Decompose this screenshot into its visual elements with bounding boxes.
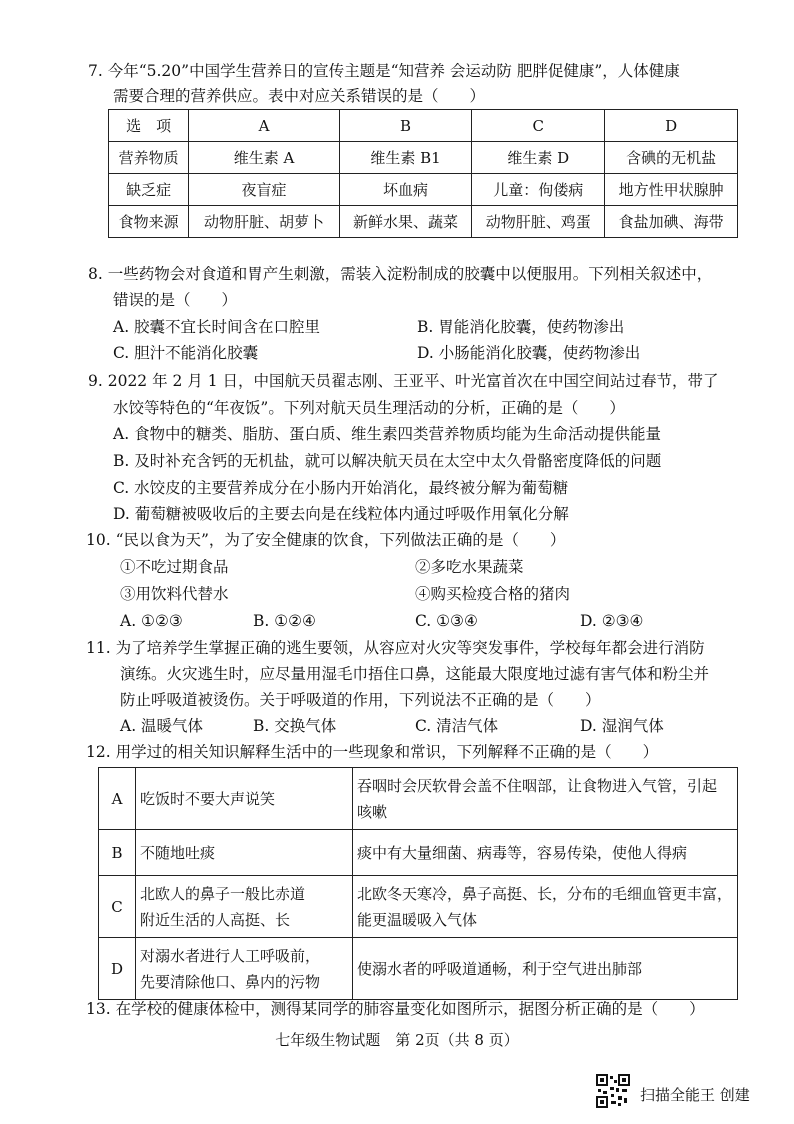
explanation-line: 咳嗽 (357, 802, 388, 821)
q10-option-d: D. ②③④ (580, 612, 644, 630)
table-header-cell: C (472, 110, 605, 142)
q8-option-c: C. 胆汁不能消化胶囊 (113, 344, 259, 362)
q13-line1: 13. 在学校的健康体检中，测得某同学的肺容量变化如图所示，据图分析正确的是（ ） (86, 1000, 705, 1018)
table-cell: 动物肝脏、鸡蛋 (472, 206, 605, 238)
table-row (99, 768, 738, 830)
q8-line2: 错误的是（ ） (113, 291, 238, 309)
table-cell: 食物来源 (109, 206, 189, 238)
q10-option-c: C. ①③④ (415, 612, 478, 630)
table-row (99, 830, 738, 876)
q7-line2: 需要合理的营养供应。表中对应关系错误的是（ ） (113, 87, 486, 105)
q10-line1: 10. “民以食为天”，为了安全健康的饮食，下列做法正确的是（ ） (86, 531, 566, 549)
q8-option-b: B. 胃能消化胶囊，使药物渗出 (417, 318, 625, 336)
phenomenon-line: 先要清除他口、鼻内的污物 (140, 972, 321, 991)
phenomenon-line: 附近生活的人高挺、长 (140, 910, 291, 929)
q7-line1: 7. 今年“5.20”中国学生营养日的宣传主题是“知营养 会运动防 肥胖促健康”，人体健康 (88, 62, 680, 80)
table-row (109, 206, 738, 238)
table-row (109, 110, 738, 142)
table-cell: 维生素 B1 (339, 142, 472, 174)
q11-option-c: C. 清洁气体 (415, 717, 499, 735)
table-cell-explanation: 痰中有大量细菌、病毒等，容易传染，使他人得病 (353, 830, 738, 876)
table-header-cell: D (605, 110, 738, 142)
q11-line2: 演练。火灾逃生时，应尽量用湿毛巾捂住口鼻，这能最大限度地过滤有害气体和粉尘并 (120, 665, 710, 683)
q9-option-a: A. 食物中的糖类、脂肪、蛋白质、维生素四类营养物质均能为生命活动提供能量 (113, 425, 662, 443)
q8-line1: 8. 一些药物会对食道和胃产生刺激，需装入淀粉制成的胶囊中以便服用。下列相关叙述中， (88, 265, 713, 283)
q9-line1: 9. 2022 年 2 月 1 日，中国航天员翟志刚、王亚平、叶光富首次在中国空间站过春节，带了 (88, 372, 719, 390)
table-cell-explanation: 使溺水者的呼吸道通畅，利于空气进出肺部 (353, 938, 738, 1000)
table-cell: 食盐加碘、海带 (605, 206, 738, 238)
q10-statement-3: ③用饮料代替水 (120, 585, 229, 603)
table-row (99, 938, 738, 1000)
q12-line1: 12. 用学过的相关知识解释生活中的一些现象和常识，下列解释不正确的是（ ） (86, 743, 659, 761)
table-cell-phenomenon (136, 876, 353, 938)
table-cell-phenomenon: 吃饭时不要大声说笑 (136, 768, 353, 830)
q10-statement-4: ④购买检疫合格的猪肉 (415, 585, 571, 603)
table-cell: 动物肝脏、胡萝卜 (189, 206, 339, 238)
table-row (99, 876, 738, 938)
qr-code-icon (596, 1074, 630, 1108)
q8-option-d: D. 小肠能消化胶囊，使药物渗出 (417, 344, 641, 362)
q12-table (98, 767, 738, 1000)
table-row (109, 142, 738, 174)
table-cell: 维生素 A (189, 142, 339, 174)
table-row (109, 174, 738, 206)
q9-option-d: D. 葡萄糖被吸收后的主要去向是在线粒体内通过呼吸作用氧化分解 (113, 505, 569, 523)
table-cell: 营养物质 (109, 142, 189, 174)
table-cell: 新鲜水果、蔬菜 (339, 206, 472, 238)
table-cell: 含碘的无机盐 (605, 142, 738, 174)
table-cell: 缺乏症 (109, 174, 189, 206)
table-cell-phenomenon: 不随地吐痰 (136, 830, 353, 876)
table-cell-key: B (99, 830, 136, 876)
table-cell: 坏血病 (339, 174, 472, 206)
phenomenon-line: 对溺水者进行人工呼吸前， (140, 946, 321, 965)
q10-statement-2: ②多吃水果蔬菜 (415, 558, 524, 576)
q9-line2: 水饺等特色的“年夜饭”。下列对航天员生理活动的分析，正确的是（ ） (113, 399, 625, 417)
explanation-line: 能更温暖吸入气体 (357, 910, 478, 929)
q8-option-a: A. 胶囊不宜长时间含在口腔里 (113, 318, 321, 336)
table-header-cell: A (189, 110, 339, 142)
q10-option-b: B. ①②④ (253, 612, 316, 630)
table-cell-phenomenon (136, 938, 353, 1000)
table-cell-explanation (353, 876, 738, 938)
q11-line1: 11. 为了培养学生掌握正确的逃生要领，从容应对火灾等突发事件，学校每年都会进行消防 (86, 639, 705, 657)
q11-option-b: B. 交换气体 (253, 717, 337, 735)
table-header-cell: 选 项 (109, 110, 189, 142)
table-cell: 夜盲症 (189, 174, 339, 206)
explanation-line: 北欧冬天寒冷，鼻子高挺、长，分布的毛细血管更丰富， (357, 884, 733, 903)
q10-option-a: A. ①②③ (120, 612, 183, 630)
q7-table (108, 109, 738, 238)
table-cell: 地方性甲状腺肿 (605, 174, 738, 206)
q11-option-a: A. 温暖气体 (120, 717, 204, 735)
table-cell-key: D (99, 938, 136, 1000)
explanation-line: 吞咽时会厌软骨会盖不住咽部，让食物进入气管，引起 (357, 776, 718, 795)
q9-option-b: B. 及时补充含钙的无机盐，就可以解决航天员在太空中太久骨骼密度降低的问题 (113, 452, 662, 470)
q9-option-c: C. 水饺皮的主要营养成分在小肠内开始消化，最终被分解为葡萄糖 (113, 479, 569, 497)
table-header-cell: B (339, 110, 472, 142)
q10-statement-1: ①不吃过期食品 (120, 558, 229, 576)
table-cell-key: A (99, 768, 136, 830)
page-footer: 七年级生物试题 第 2页（共 8 页） (275, 1031, 519, 1049)
q11-option-d: D. 湿润气体 (580, 717, 664, 735)
phenomenon-line: 北欧人的鼻子一般比赤道 (140, 884, 306, 903)
table-cell-explanation (353, 768, 738, 830)
q11-line3: 防止呼吸道被烫伤。关于呼吸道的作用，下列说法不正确的是（ ） (120, 691, 601, 709)
watermark-text: 扫描全能王 创建 (640, 1086, 750, 1104)
table-cell: 儿童：佝偻病 (472, 174, 605, 206)
table-cell: 维生素 D (472, 142, 605, 174)
table-cell-key: C (99, 876, 136, 938)
